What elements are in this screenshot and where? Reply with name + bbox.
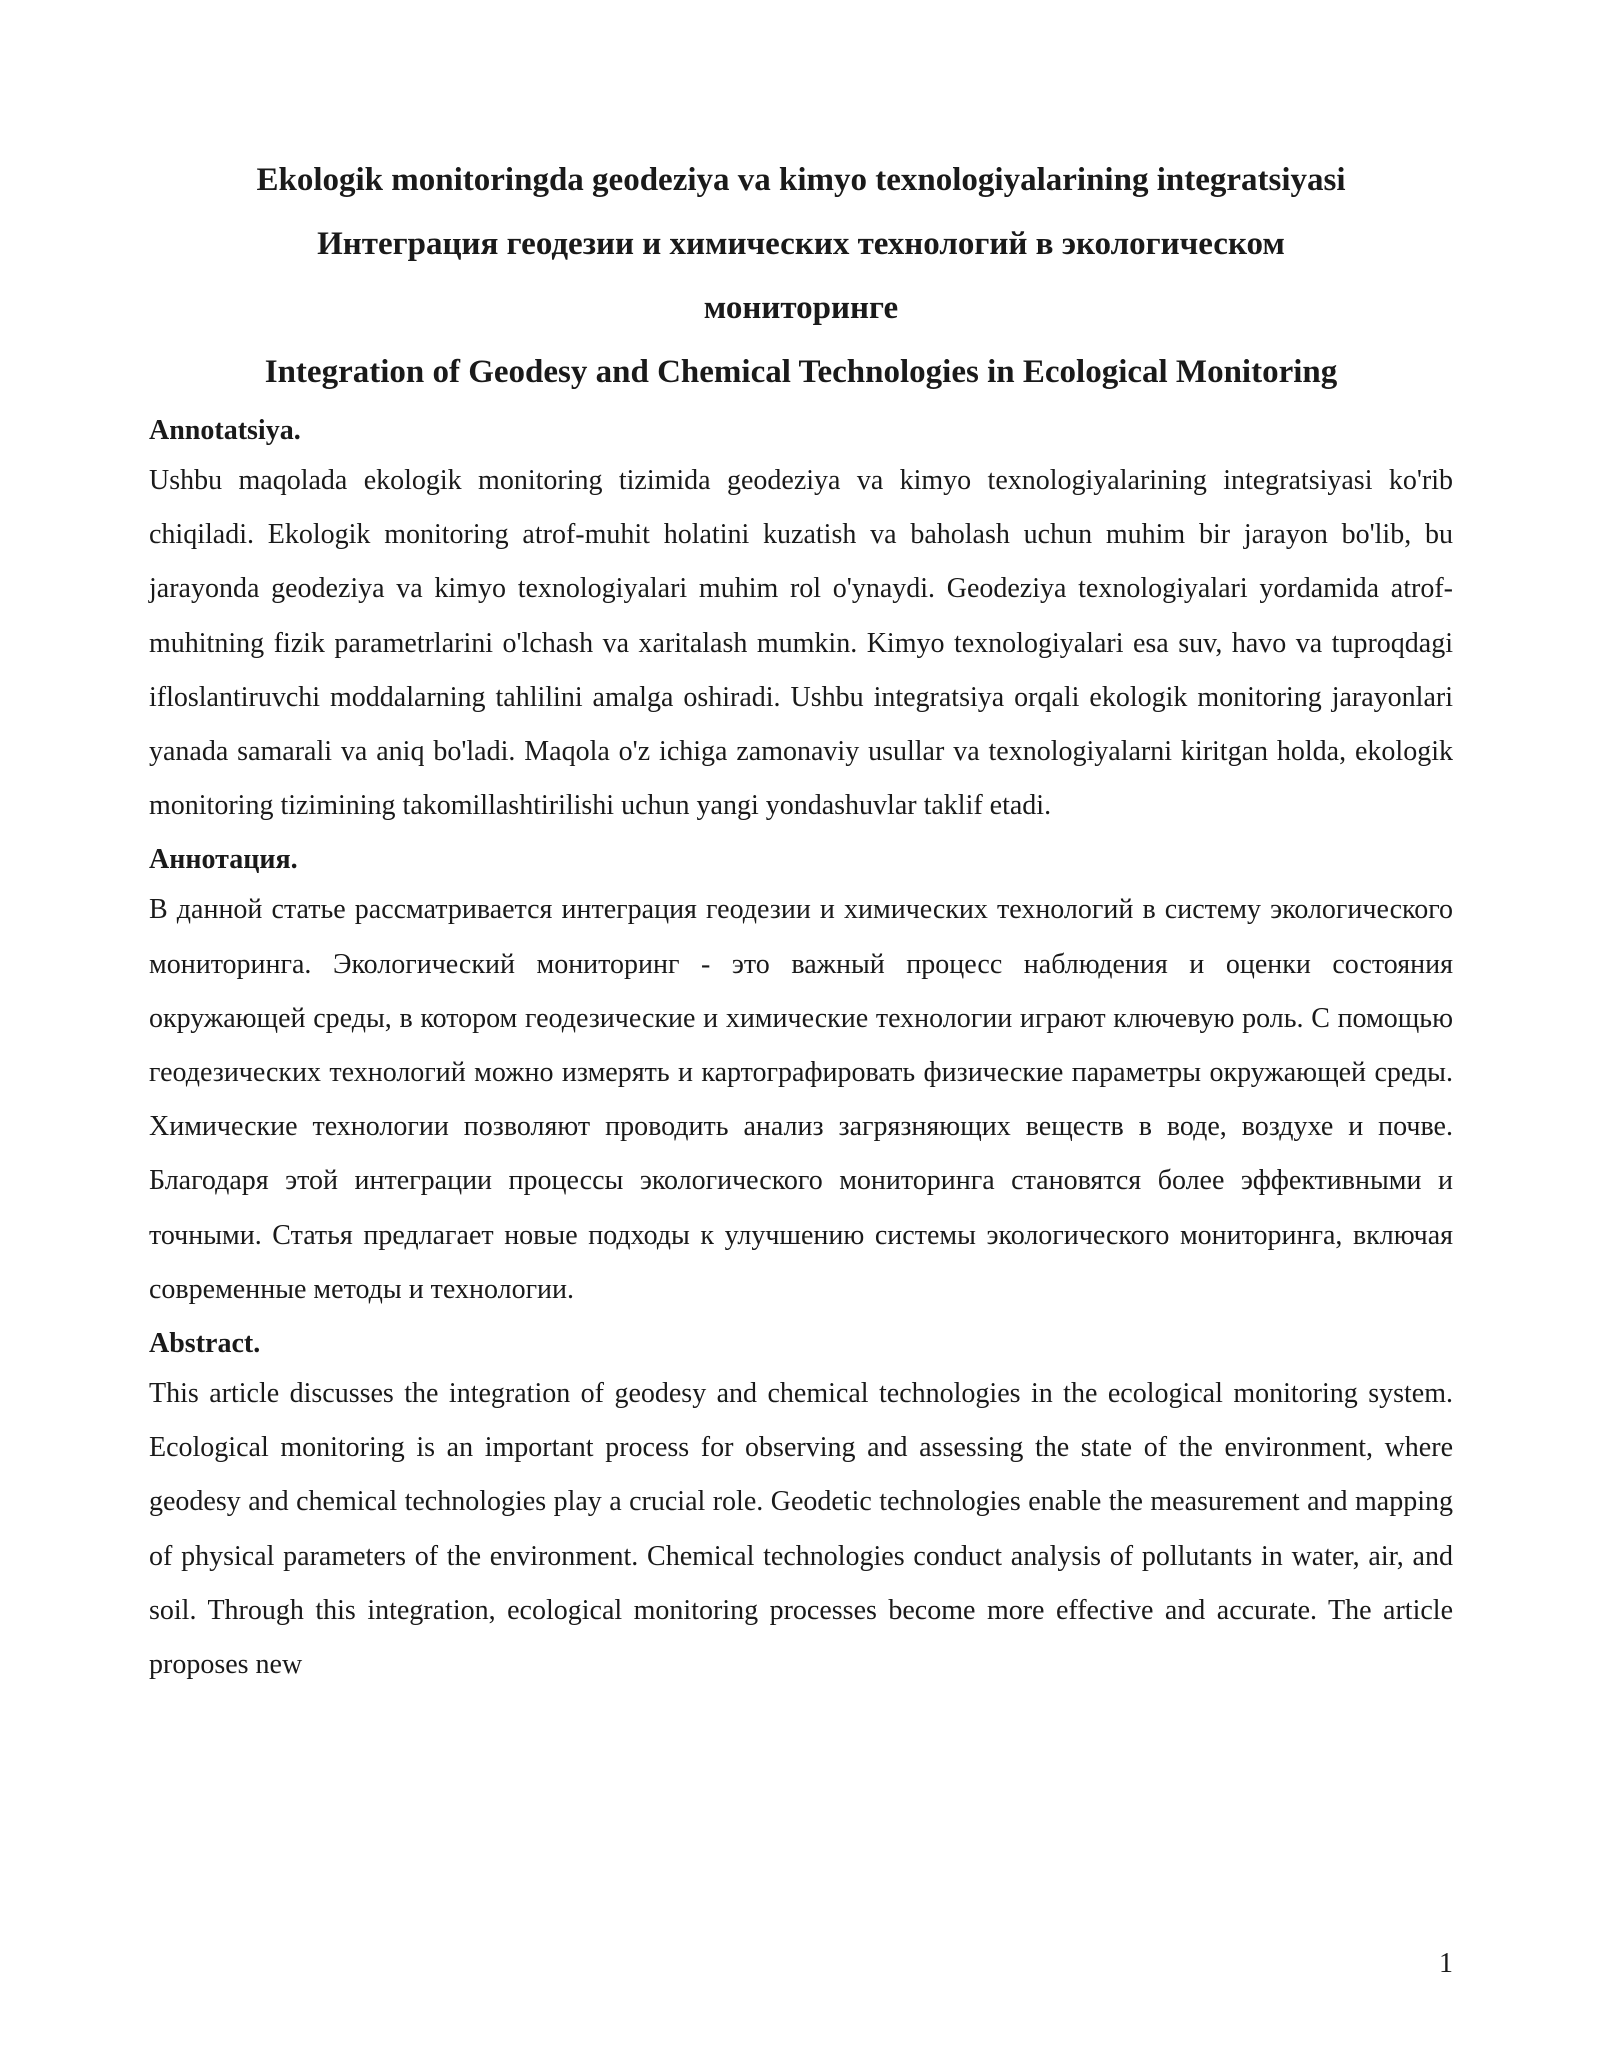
abstract-russian-heading: Аннотация. — [149, 844, 298, 876]
abstract-english-heading: Abstract. — [149, 1328, 261, 1360]
title-russian: Интеграция геодезии и химических технологий в экологическом мониторинге — [317, 226, 1285, 326]
abstract-russian-section — [149, 841, 1453, 1317]
abstract-english-section — [149, 1325, 1453, 1692]
abstract-uzbek-body: Ushbu maqolada ekologik monitoring tizimida geodeziya va kimyo texnologiyalarining integratsiyasi ko'rib chiqiladi. Ekologik monitoring atrof-muhit holatini kuzatish va baholash uchun muhim bir jarayon bo'lib, bu jarayonda geodeziya va kimyo texnologiyalari muhim rol o'ynaydi. Geodeziya texnologiyalari yordamida atrof-muhitning fizik parametrlarini o'lchash va xaritalash mumkin. Kimyo texnologiyalari esa suv, havo va tuproqdagi ifloslantiruvchi moddalarning tahlilini amalga oshiradi. Ushbu integratsiya orqali ekologik monitoring jarayonlari yanada samarali va aniq bo'ladi. Maqola o'z ichiga zamonaviy usullar va texnologiyalarni kiritgan holda, ekologik monitoring tizimining takomillashtirilishi uchun yangi yondashuvlar taklif etadi. — [149, 465, 1453, 822]
page-content — [149, 148, 1453, 1698]
abstract-english-body: This article discusses the integration of geodesy and chemical technologies in the ecological monitoring system. Ecological monitoring is an important process for observing and assessing the state of the environment, where geodesy and chemical technologies play a crucial role. Geodetic technologies enable the measurement and mapping of physical parameters of the environment. Chemical technologies conduct analysis of pollutants in water, air, and soil. Through this integration, ecological monitoring processes become more effective and accurate. The article proposes new — [149, 1378, 1453, 1681]
page-number: 1 — [1439, 1948, 1453, 1979]
abstract-uzbek-section — [149, 412, 1453, 833]
abstract-uzbek-heading: Annotatsiya. — [149, 415, 301, 446]
title-english: Integration of Geodesy and Chemical Technologies in Ecological Monitoring — [264, 354, 1338, 390]
abstract-russian-body: В данной статье рассматривается интеграция геодезии и химических технологий в систему экологического мониторинга. Экологический мониторинг - это важный процесс наблюдения и оценки состояния окружающей среды, в котором геодезические и химические технологии играют ключевую роль. С помощью геодезических технологий можно измерять и картографировать физические параметры окружающей среды. Химические технологии позволяют проводить анализ загрязняющих веществ в воде, воздухе и почве. Благодаря этой интеграции процессы экологического мониторинга становятся более эффективными и точными. Статья предлагает новые подходы к улучшению системы экологического мониторинга, включая современные методы и технологии. — [149, 894, 1453, 1305]
title-uzbek: Ekologik monitoringda geodeziya va kimyo texnologiyalarining integratsiyasi — [256, 162, 1346, 198]
